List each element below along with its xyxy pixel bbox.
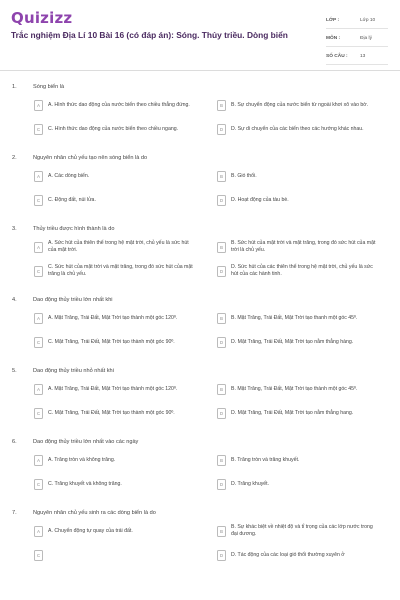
question-header xyxy=(0,364,400,378)
option-letter-badge: A xyxy=(34,455,43,466)
answer-option-b[interactable] xyxy=(217,94,398,116)
answer-option-d[interactable] xyxy=(217,118,398,140)
quizizz-logo: Quizizz xyxy=(11,9,73,27)
option-text: A. Chuyển động tự quay của trái đất. xyxy=(48,527,133,534)
question xyxy=(0,293,400,353)
option-text: D. Trăng khuyết. xyxy=(231,480,270,487)
option-letter-badge: A xyxy=(34,171,43,182)
question xyxy=(0,435,400,495)
question-header xyxy=(0,435,400,449)
options-grid xyxy=(0,94,400,140)
question-header xyxy=(0,506,400,520)
option-letter-badge: D xyxy=(217,195,226,206)
option-text: D. Sự di chuyển của các biển theo các hướng khác nhau. xyxy=(231,125,364,132)
answer-option-d[interactable] xyxy=(217,331,398,353)
question xyxy=(0,151,400,211)
question-text: Thủy triều được hình thành là do xyxy=(33,226,115,232)
question-list xyxy=(0,71,400,566)
question-header xyxy=(0,80,400,94)
answer-option-a[interactable] xyxy=(34,520,215,542)
header xyxy=(0,0,400,71)
question xyxy=(0,80,400,140)
answer-option-d[interactable] xyxy=(217,402,398,424)
answer-option-d[interactable] xyxy=(217,189,398,211)
meta-value[interactable]: Lớp 10 xyxy=(360,18,376,23)
option-text: B. Gió thổi. xyxy=(231,172,257,179)
answer-option-d[interactable] xyxy=(217,260,398,282)
meta-row-subject xyxy=(326,31,388,47)
option-letter-badge: D xyxy=(217,408,226,419)
option-text: C. Trăng khuyết và không trăng. xyxy=(48,480,122,487)
option-letter-badge: B xyxy=(217,100,226,111)
answer-option-c[interactable] xyxy=(34,118,215,140)
question-text: Dao động thủy triều nhỏ nhất khi xyxy=(33,368,114,374)
option-text: B. Sự chuyển động của nước biển từ ngoài khơi xô vào bờ. xyxy=(231,101,369,108)
question-number: 6. xyxy=(12,439,17,445)
answer-option-b[interactable] xyxy=(217,378,398,400)
answer-option-b[interactable] xyxy=(217,307,398,329)
option-text: D. Mặt Trăng, Trái Đất, Mặt Trời tạo nằm thẳng hàng. xyxy=(231,338,354,345)
option-letter-badge: A xyxy=(34,242,43,253)
question-header xyxy=(0,293,400,307)
question-number: 1. xyxy=(12,84,17,90)
option-text: B. Trăng tròn và trăng khuyết. xyxy=(231,456,300,463)
answer-option-a[interactable] xyxy=(34,236,215,258)
question-number: 4. xyxy=(12,297,17,303)
option-text: C. Mặt Trăng, Trái Đất, Mặt Trời tạo thành một góc 90º. xyxy=(48,338,175,345)
question-text: Nguyên nhân chủ yếu tạo nên sóng biển là do xyxy=(33,155,148,161)
question xyxy=(0,222,400,282)
option-text: A. Mặt Trăng, Trái Đất, Mặt Trời tạo thành một góc 120º. xyxy=(48,385,178,392)
answer-option-b[interactable] xyxy=(217,449,398,471)
option-letter-badge: C xyxy=(34,124,43,135)
answer-option-d[interactable] xyxy=(217,473,398,495)
answer-option-a[interactable] xyxy=(34,307,215,329)
option-text: C. Hình thức dao động của nước biển theo chiều ngang. xyxy=(48,125,179,132)
page-title: Trắc nghiệm Địa Lí 10 Bài 16 (có đáp án): Sóng. Thủy triều. Dòng biển xyxy=(11,30,288,40)
answer-option-b[interactable] xyxy=(217,165,398,187)
option-letter-badge: D xyxy=(217,266,226,277)
option-letter-badge: B xyxy=(217,171,226,182)
meta-value[interactable]: 13 xyxy=(360,54,366,59)
option-text: D. Mặt Trăng, Trái Đất, Mặt Trời tạo nằm thẳng hang. xyxy=(231,409,354,416)
option-text: C. Mặt Trăng, Trái Đất, Mặt Trời tạo thành một góc 90º. xyxy=(48,409,175,416)
option-letter-badge: C xyxy=(34,195,43,206)
question xyxy=(0,506,400,566)
option-letter-badge: C xyxy=(34,266,43,277)
options-grid xyxy=(0,378,400,424)
question-number: 7. xyxy=(12,510,17,516)
option-letter-badge: B xyxy=(217,242,226,253)
option-letter-badge: C xyxy=(34,337,43,348)
option-letter-badge: B xyxy=(217,526,226,537)
options-grid xyxy=(0,307,400,353)
meta-label: MÔN : xyxy=(326,36,341,41)
meta-label: SỐ CÂU : xyxy=(326,54,348,59)
question-header xyxy=(0,222,400,236)
options-grid xyxy=(0,165,400,211)
question-number: 2. xyxy=(12,155,17,161)
option-text: B. Sức hút của mặt trời và mặt trăng, trong đó sức hút của mặt trời là chủ yếu. xyxy=(231,240,376,253)
answer-option-c[interactable] xyxy=(34,189,215,211)
answer-option-b[interactable] xyxy=(217,520,398,542)
meta-row-count xyxy=(326,49,388,65)
option-text: C. Sức hút của mặt trời và mặt trăng, trong đó sức hút của mặt trăng là chủ yếu. xyxy=(48,264,193,277)
option-text: D. Tác động của các loại gió thổi thường xuyên ở xyxy=(231,551,345,558)
option-text: B. Mặt Trăng, Trái Đất, Mặt Trời tạo thanh một góc 45º. xyxy=(231,314,358,321)
option-letter-badge: D xyxy=(217,479,226,490)
question-text: Nguyên nhân chủ yếu sinh ra các dòng biển là do xyxy=(33,510,156,516)
option-letter-badge: C xyxy=(34,550,43,561)
answer-option-a[interactable] xyxy=(34,94,215,116)
answer-option-a[interactable] xyxy=(34,165,215,187)
option-text: A. Sức hút của thiên thể trong hệ mặt trời, chủ yếu là sức hút của mặt trời. xyxy=(48,240,189,253)
option-text: A. Mặt Trăng, Trái Đất, Mặt Trời tạo thành một góc 120º. xyxy=(48,314,178,321)
option-letter-badge: D xyxy=(217,337,226,348)
question xyxy=(0,364,400,424)
option-text: A. Hình thức dao động của nước biển theo chiều thẳng đứng. xyxy=(48,101,190,108)
option-text: A. Các dòng biển. xyxy=(48,172,90,179)
meta-panel xyxy=(326,13,388,67)
answer-option-d[interactable] xyxy=(217,544,398,566)
option-text: B. Mặt Trăng, Trái Đất, Mặt Trời tạo thành một góc 45º. xyxy=(231,385,358,392)
question-number: 5. xyxy=(12,368,17,374)
option-text: A. Trăng tròn và không trăng. xyxy=(48,456,116,463)
option-text: C. Động đất, núi lửa. xyxy=(48,196,96,203)
option-letter-badge: A xyxy=(34,100,43,111)
option-letter-badge: A xyxy=(34,384,43,395)
meta-row-class xyxy=(326,13,388,29)
option-letter-badge: D xyxy=(217,550,226,561)
option-letter-badge: B xyxy=(217,313,226,324)
meta-label: LỚP : xyxy=(326,18,340,23)
option-letter-badge: A xyxy=(34,526,43,537)
answer-option-c[interactable] xyxy=(34,544,215,566)
option-text: D. Hoạt động của tàu bè. xyxy=(231,196,289,203)
option-letter-badge: C xyxy=(34,479,43,490)
answer-option-a[interactable] xyxy=(34,449,215,471)
answer-option-c[interactable] xyxy=(34,473,215,495)
question-number: 3. xyxy=(12,226,17,232)
option-letter-badge: C xyxy=(34,408,43,419)
question-text: Sóng biển là xyxy=(33,84,65,90)
option-letter-badge: B xyxy=(217,455,226,466)
options-grid xyxy=(0,520,400,566)
answer-option-b[interactable] xyxy=(217,236,398,258)
options-grid xyxy=(0,236,400,282)
question-text: Dao động thủy triều lớn nhất vào các ngày xyxy=(33,439,139,445)
question-text: Dao động thủy triều lớn nhất khi xyxy=(33,297,113,303)
option-letter-badge: B xyxy=(217,384,226,395)
answer-option-c[interactable] xyxy=(34,260,215,282)
question-header xyxy=(0,151,400,165)
option-text: D. Sức hút của các thiên thể trong hệ mặt trời, chủ yếu là sức hút của các hành tinh. xyxy=(231,264,373,277)
answer-option-c[interactable] xyxy=(34,331,215,353)
answer-option-a[interactable] xyxy=(34,378,215,400)
options-grid xyxy=(0,449,400,495)
meta-value[interactable]: Địa lý xyxy=(360,36,372,41)
answer-option-c[interactable] xyxy=(34,402,215,424)
option-letter-badge: A xyxy=(34,313,43,324)
option-letter-badge: D xyxy=(217,124,226,135)
option-text: B. Sự khác biệt về nhiệt độ và tỉ trọng của các lớp nước trong đại dương. xyxy=(231,524,373,537)
